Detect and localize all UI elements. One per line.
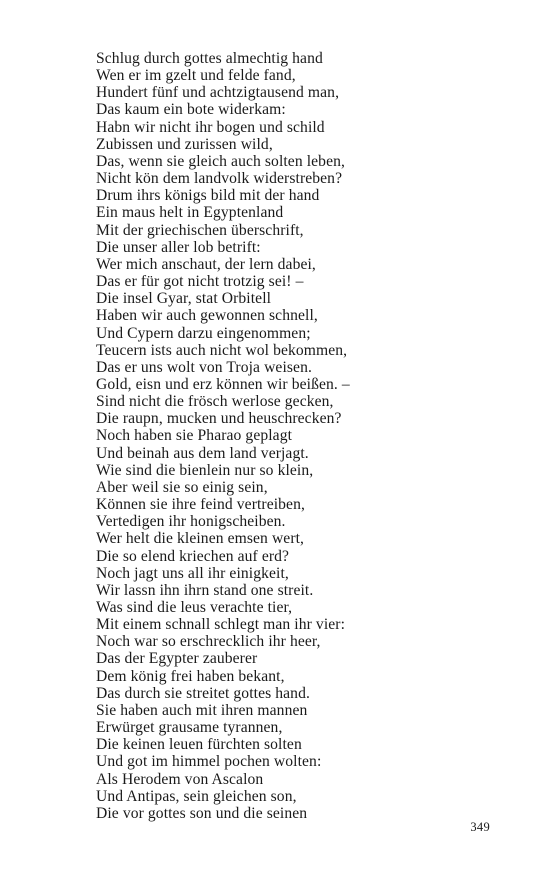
poem-line: Und Antipas, sein gleichen son,: [96, 787, 297, 805]
poem-line: Das der Egypter zauberer: [96, 650, 258, 668]
poem-line: Die vor gottes son und die seinen: [96, 804, 308, 822]
poem-line: Die raupn, mucken und heuschrecken?: [96, 410, 342, 428]
poem-line: Wer helt die kleinen emsen wert,: [96, 530, 305, 548]
poem-line: Sind nicht die frösch werlose gecken,: [96, 393, 334, 411]
poem-line: Können sie ihre feind vertreiben,: [96, 496, 305, 514]
poem-line: Schlug durch gottes almechtig hand: [96, 50, 323, 67]
poem-line: Das er uns wolt von Troja weisen.: [96, 358, 312, 376]
poem-line: Drum ihrs königs bild mit der hand: [96, 187, 320, 205]
poem-line: Ein maus helt in Egyptenland: [96, 204, 284, 222]
poem-line: Sie haben auch mit ihren mannen: [96, 701, 308, 719]
poem-line: Vertedigen ihr honigscheiben.: [96, 513, 286, 531]
poem-line: Das er für got nicht trotzig sei! –: [96, 273, 304, 291]
poem-line: Und Cypern darzu eingenommen;: [96, 324, 311, 342]
poem-line: Die so elend kriechen auf erd?: [96, 547, 290, 565]
poem-line: Erwürget grausame tyrannen,: [96, 719, 283, 737]
poem-line: Das durch sie streitet gottes hand.: [96, 684, 310, 702]
poem-line: Noch war so erschrecklich ihr heer,: [96, 633, 321, 651]
poem-line: Wen er im gzelt und felde fand,: [96, 67, 296, 85]
poem-text: [96, 50, 496, 822]
page-number: 349: [470, 820, 490, 834]
poem-line: Wir lassn ihn ihrn stand one streit.: [96, 581, 314, 599]
poem-line: Noch haben sie Pharao geplagt: [96, 427, 293, 445]
poem-line: Wer mich anschaut, der lern dabei,: [96, 255, 316, 273]
poem-line: Dem könig frei haben bekant,: [96, 667, 285, 685]
poem-line: Nicht kön dem landvolk widerstreben?: [96, 170, 343, 188]
poem-line: Habn wir nicht ihr bogen und schild: [96, 118, 325, 136]
poem-line: Als Herodem von Ascalon: [96, 770, 264, 788]
poem-line: Teucern ists auch nicht wol bekommen,: [96, 341, 348, 359]
poem-line: Mit der griechischen überschrift,: [96, 221, 304, 239]
poem-line: Haben wir auch gewonnen schnell,: [96, 307, 318, 325]
poem-line: Wie sind die bienlein nur so klein,: [96, 461, 314, 479]
poem-line: Hundert fünf und achtzigtausend man,: [96, 84, 340, 102]
poem-line: Gold, eisn und erz können wir beißen. –: [96, 375, 350, 393]
poem-line: Das kaum ein bote widerkam:: [96, 101, 286, 119]
poem-line: Die unser aller lob betrift:: [96, 238, 261, 256]
poem-line: Das, wenn sie gleich auch solten leben,: [96, 152, 345, 170]
poem-line: Zubissen und zurissen wild,: [96, 135, 273, 153]
poem-line: Die insel Gyar, stat Orbitell: [96, 290, 272, 308]
poem-line: Und beinah aus dem land verjagt.: [96, 444, 309, 462]
poem-line: Und got im himmel pochen wolten:: [96, 753, 322, 771]
poem-line: Die keinen leuen fürchten solten: [96, 736, 302, 754]
poem-line: Noch jagt uns all ihr einigkeit,: [96, 564, 289, 582]
poem-line: Aber weil sie so einig sein,: [96, 478, 268, 496]
poem-line: Mit einem schnall schlegt man ihr vier:: [96, 616, 346, 634]
poem-line: Was sind die leus verachte tier,: [96, 599, 293, 616]
